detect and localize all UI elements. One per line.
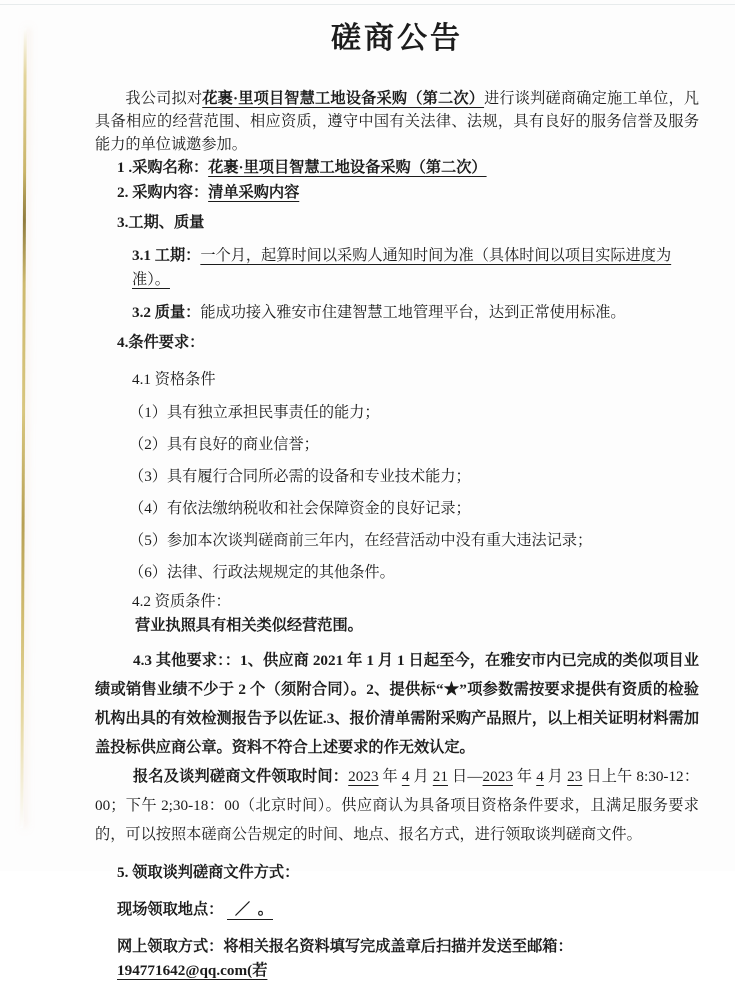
procurement-content-item (117, 181, 699, 206)
qualification-item: （1）具有独立承担民事责任的能力； (129, 404, 380, 421)
quality-label: 3.2 质量： (132, 304, 201, 321)
qualification-item: （6）法律、行政法规规定的其他条件。 (129, 564, 395, 581)
signup-day1: 21 (432, 768, 448, 785)
intro-lead: 我公司拟对 (125, 90, 203, 107)
signup-separator: 月 (543, 768, 568, 785)
signup-year1: 2023 (348, 768, 379, 785)
onsite-pickup-blank: ／ 。 (227, 901, 273, 918)
onsite-pickup-line (117, 898, 699, 922)
intro-project-name: 花裹·里项目智慧工地设备采购（第二次） (202, 90, 485, 107)
signup-separator: 年 (512, 768, 537, 785)
signup-rest: 日上午 8:30-12：00；下午 2;30-18：00（北京时间）。供应商认为具备项目资格条件要求，且满足服务要求的，可以按照本磋商公告规定的时间、地点、报名方式，进行领取谈判磋商文件。 (95, 768, 700, 843)
other-requirements-paragraph (95, 646, 699, 762)
credential-subheading: 4.2 资质条件： (132, 593, 231, 610)
online-pickup-text: 将相关报名资料填写完成盖章后扫描并发送至邮箱： (223, 938, 573, 955)
qualification-item: （2）具有良好的商业信誉； (129, 436, 319, 453)
procurement-name-value: 花裹·里项目智慧工地设备采购（第二次） (208, 159, 487, 176)
qualification-item: （5）参加本次谈判磋商前三年内，在经营活动中没有重大违法记录； (129, 532, 593, 549)
section3-heading: 3.工期、质量 (117, 214, 205, 231)
qualification-subheading: 4.1 资格条件 (132, 371, 216, 388)
signup-separator: 年 (378, 768, 402, 785)
procurement-content-label: 2. 采购内容： (117, 183, 209, 201)
scan-artifact-page-edge (20, 28, 26, 828)
page-title: 磋商公告 (331, 22, 463, 55)
intro-rest: 进行谈判磋商确定施工单位，凡具备相应的经营范围、相应资质，遵守中国有关法律、法规，具有良好的服务信誉及服务能力的单位诚邀参加。 (95, 90, 700, 153)
intro-paragraph (95, 87, 699, 156)
signup-time-label: 报名及谈判磋商文件领取时间： (133, 768, 349, 785)
document-content (95, 0, 699, 983)
duration-label: 3.1 工期： (132, 247, 201, 264)
signup-day2: 23 (567, 768, 583, 785)
credential-content: 营业执照具有相关类似经营范围。 (135, 617, 363, 634)
duration-value: 一个月，起算时间以采购人通知时间为准（具体时间以项目实际进度为准）。 (132, 247, 672, 288)
other-requirements-content: ：1、供应商 2021 年 1 月 1 日起至今，在雅安市内已完成的类似项目业绩或销售业绩不少于 2 个（须附合同）。2、提供标“★”项参数需按要求提供有资质的检验机构出具的有效检测报告予以佐证.3、报价清单需附采购产品照片，以上相关证明材料需加盖投标供应商公章。资料不符合上述要求的作无效认定。 (95, 652, 699, 756)
procurement-content-value: 清单采购内容 (208, 183, 300, 201)
procurement-name-label: 1 .采购名称： (117, 159, 209, 176)
signup-month2: 4 (536, 768, 544, 785)
signup-separator: 日— (447, 768, 483, 785)
online-pickup-line (117, 935, 699, 983)
online-pickup-label: 网上领取方式： (117, 938, 224, 955)
signup-year2: 2023 (482, 768, 513, 785)
quality-line (132, 301, 699, 325)
onsite-pickup-label: 现场领取地点： (117, 901, 224, 918)
procurement-name-item (117, 156, 699, 181)
signup-separator: 月 (409, 768, 433, 785)
qualification-item: （4）有依法缴纳税收和社会保障资金的良好记录； (129, 500, 471, 517)
section4-heading: 4.条件要求： (117, 334, 205, 351)
online-pickup-email: 194771642@qq.com(若 (117, 962, 268, 979)
duration-line (132, 244, 699, 292)
quality-value: 能成功接入雅安市住建智慧工地管理平台，达到正常使用标准。 (200, 304, 626, 321)
signup-month1: 4 (401, 768, 410, 785)
other-requirements-label: 4.3 其他要求： (133, 652, 225, 669)
signup-time-paragraph (95, 762, 699, 849)
section5-heading: 5. 领取谈判磋商文件方式： (117, 864, 300, 881)
qualification-item: （3）具有履行合同所必需的设备和专业技术能力； (129, 468, 471, 485)
